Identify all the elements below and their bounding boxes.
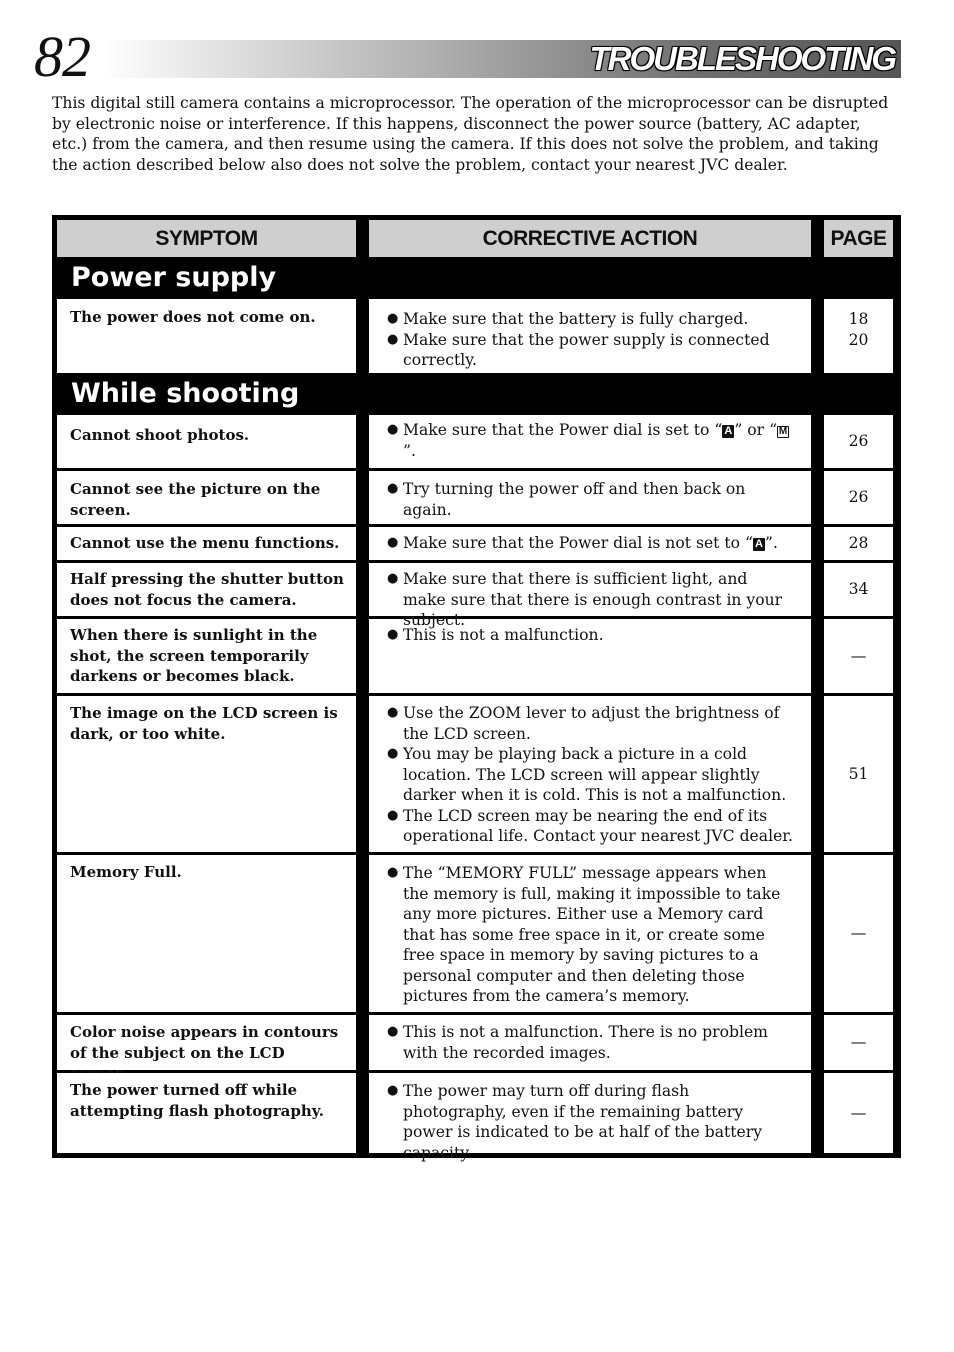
symptom-cell: The power turned off while attempting flash photography.: [57, 1073, 356, 1153]
table-row: [57, 1015, 896, 1070]
action-cell: [369, 696, 811, 852]
manual-mode-icon: M: [778, 426, 788, 437]
table-row: [57, 415, 896, 468]
intro-paragraph: This digital still camera contains a microprocessor. The operation of the microprocessor can be disrupted by electronic noise or interference. If this happens, disconnect the power source (battery, AC adapter, etc.) from the camera, and then resume using the camera. If this does not solve the problem, and taking the action described below also does not solve the problem, contact your nearest JVC dealer.: [52, 94, 889, 174]
table-row: [57, 696, 896, 852]
action-item: ● The power may turn off during flash photography, even if the remaining battery power is indicated to be at half of the battery capacity.: [387, 1081, 795, 1163]
action-item: ● Make sure that the Power dial is set to “ A ” or “ M”.: [387, 420, 795, 461]
table-row: [57, 855, 896, 1012]
corrective-action-column-header: CORRECTIVE ACTION: [369, 220, 811, 257]
page-ref: 34: [848, 580, 869, 599]
action-item: ● The LCD screen may be nearing the end of its operational life. Contact your nearest JVC dealer.: [387, 806, 795, 847]
auto-mode-icon: A: [753, 538, 765, 551]
action-item: ● Make sure that the battery is fully charged.: [387, 309, 795, 330]
action-cell: [369, 299, 811, 373]
page-cell: [824, 696, 893, 852]
symptom-cell: Half pressing the shutter button does not focus the camera.: [57, 563, 356, 616]
page-number: 82: [34, 24, 90, 89]
title-bar: [100, 40, 901, 78]
action-item: ● Make sure that the Power dial is not set to “ A ”.: [387, 533, 795, 554]
page-cell: [824, 563, 893, 616]
section-title: Power supply: [71, 262, 277, 293]
section-title: While shooting: [71, 378, 300, 409]
section-power-supply: [57, 260, 896, 296]
table-row: [57, 527, 896, 560]
action-item: ● This is not a malfunction. There is no problem with the recorded images.: [387, 1022, 795, 1063]
page-ref: —: [850, 646, 867, 665]
page-ref: —: [850, 1103, 867, 1122]
action-item: ● You may be playing back a picture in a cold location. The LCD screen will appear slightly darker when it is cold. This is not a malfunction.: [387, 744, 795, 806]
auto-mode-icon: A: [722, 425, 734, 438]
page-ref: 18: [848, 310, 869, 328]
table-row: [57, 471, 896, 524]
symptom-cell: Memory Full.: [57, 855, 356, 1012]
action-cell: [369, 415, 811, 468]
action-cell: [369, 1015, 811, 1070]
action-cell: [369, 619, 811, 693]
table-row: [57, 563, 896, 629]
page-ref: 51: [848, 764, 869, 783]
action-cell: [369, 1073, 811, 1162]
symptom-cell: When there is sunlight in the shot, the screen temporarily darkens or becomes black.: [57, 619, 356, 693]
page-ref: 26: [848, 488, 869, 507]
page-cell: [824, 855, 893, 1012]
table-header-row: [57, 220, 896, 257]
troubleshooting-table: [52, 215, 901, 1162]
action-cell: [369, 563, 811, 629]
page-ref: 20: [848, 330, 869, 349]
symptom-column-header: SYMPTOM: [57, 220, 356, 257]
table-row: [57, 619, 896, 693]
action-item: ● Make sure that there is sufficient light, and make sure that there is enough contrast in your subject.: [387, 569, 795, 631]
action-cell: [369, 527, 811, 560]
action-cell: [369, 471, 811, 524]
symptom-cell: The power does not come on.: [57, 299, 356, 373]
page-title: TROUBLESHOOTING: [589, 40, 895, 77]
page-column-header: PAGE: [824, 220, 893, 257]
symptom-cell: Cannot see the picture on the screen.: [57, 471, 356, 524]
table-row: [57, 1073, 896, 1162]
action-cell: [369, 855, 811, 1012]
symptom-cell: The image on the LCD screen is dark, or too white.: [57, 696, 356, 852]
page-cell: [824, 1015, 893, 1070]
table-row: [57, 299, 896, 373]
page-cell: [824, 415, 893, 468]
page-ref: —: [850, 924, 867, 943]
page-cell: [824, 471, 893, 524]
section-while-shooting: [57, 376, 896, 412]
page-cell: [824, 619, 893, 693]
symptom-cell: Cannot shoot photos.: [57, 415, 356, 468]
page-ref: 26: [848, 432, 869, 451]
action-item: ● Make sure that the power supply is connected correctly.: [387, 330, 795, 371]
page-cell: [824, 299, 893, 373]
action-item: ● The “MEMORY FULL” message appears when the memory is full, making it impossible to take any more pictures. Either use a Memory card that has some free space in it, or create some free space in memory by saving pictures to a personal computer and then deleting those pictures from the camera’s memory.: [387, 863, 795, 1007]
page-ref: —: [850, 1033, 867, 1052]
page-cell: [824, 1073, 893, 1153]
page-cell: [824, 527, 893, 560]
symptom-cell: Cannot use the menu functions.: [57, 527, 356, 560]
action-item: ● Use the ZOOM lever to adjust the brightness of the LCD screen.: [387, 703, 795, 744]
action-item: ● Try turning the power off and then back on again.: [387, 479, 795, 520]
page-ref: 28: [848, 534, 869, 553]
symptom-cell: Color noise appears in contours of the subject on the LCD: [57, 1015, 356, 1070]
action-item: ● This is not a malfunction.: [387, 625, 795, 646]
